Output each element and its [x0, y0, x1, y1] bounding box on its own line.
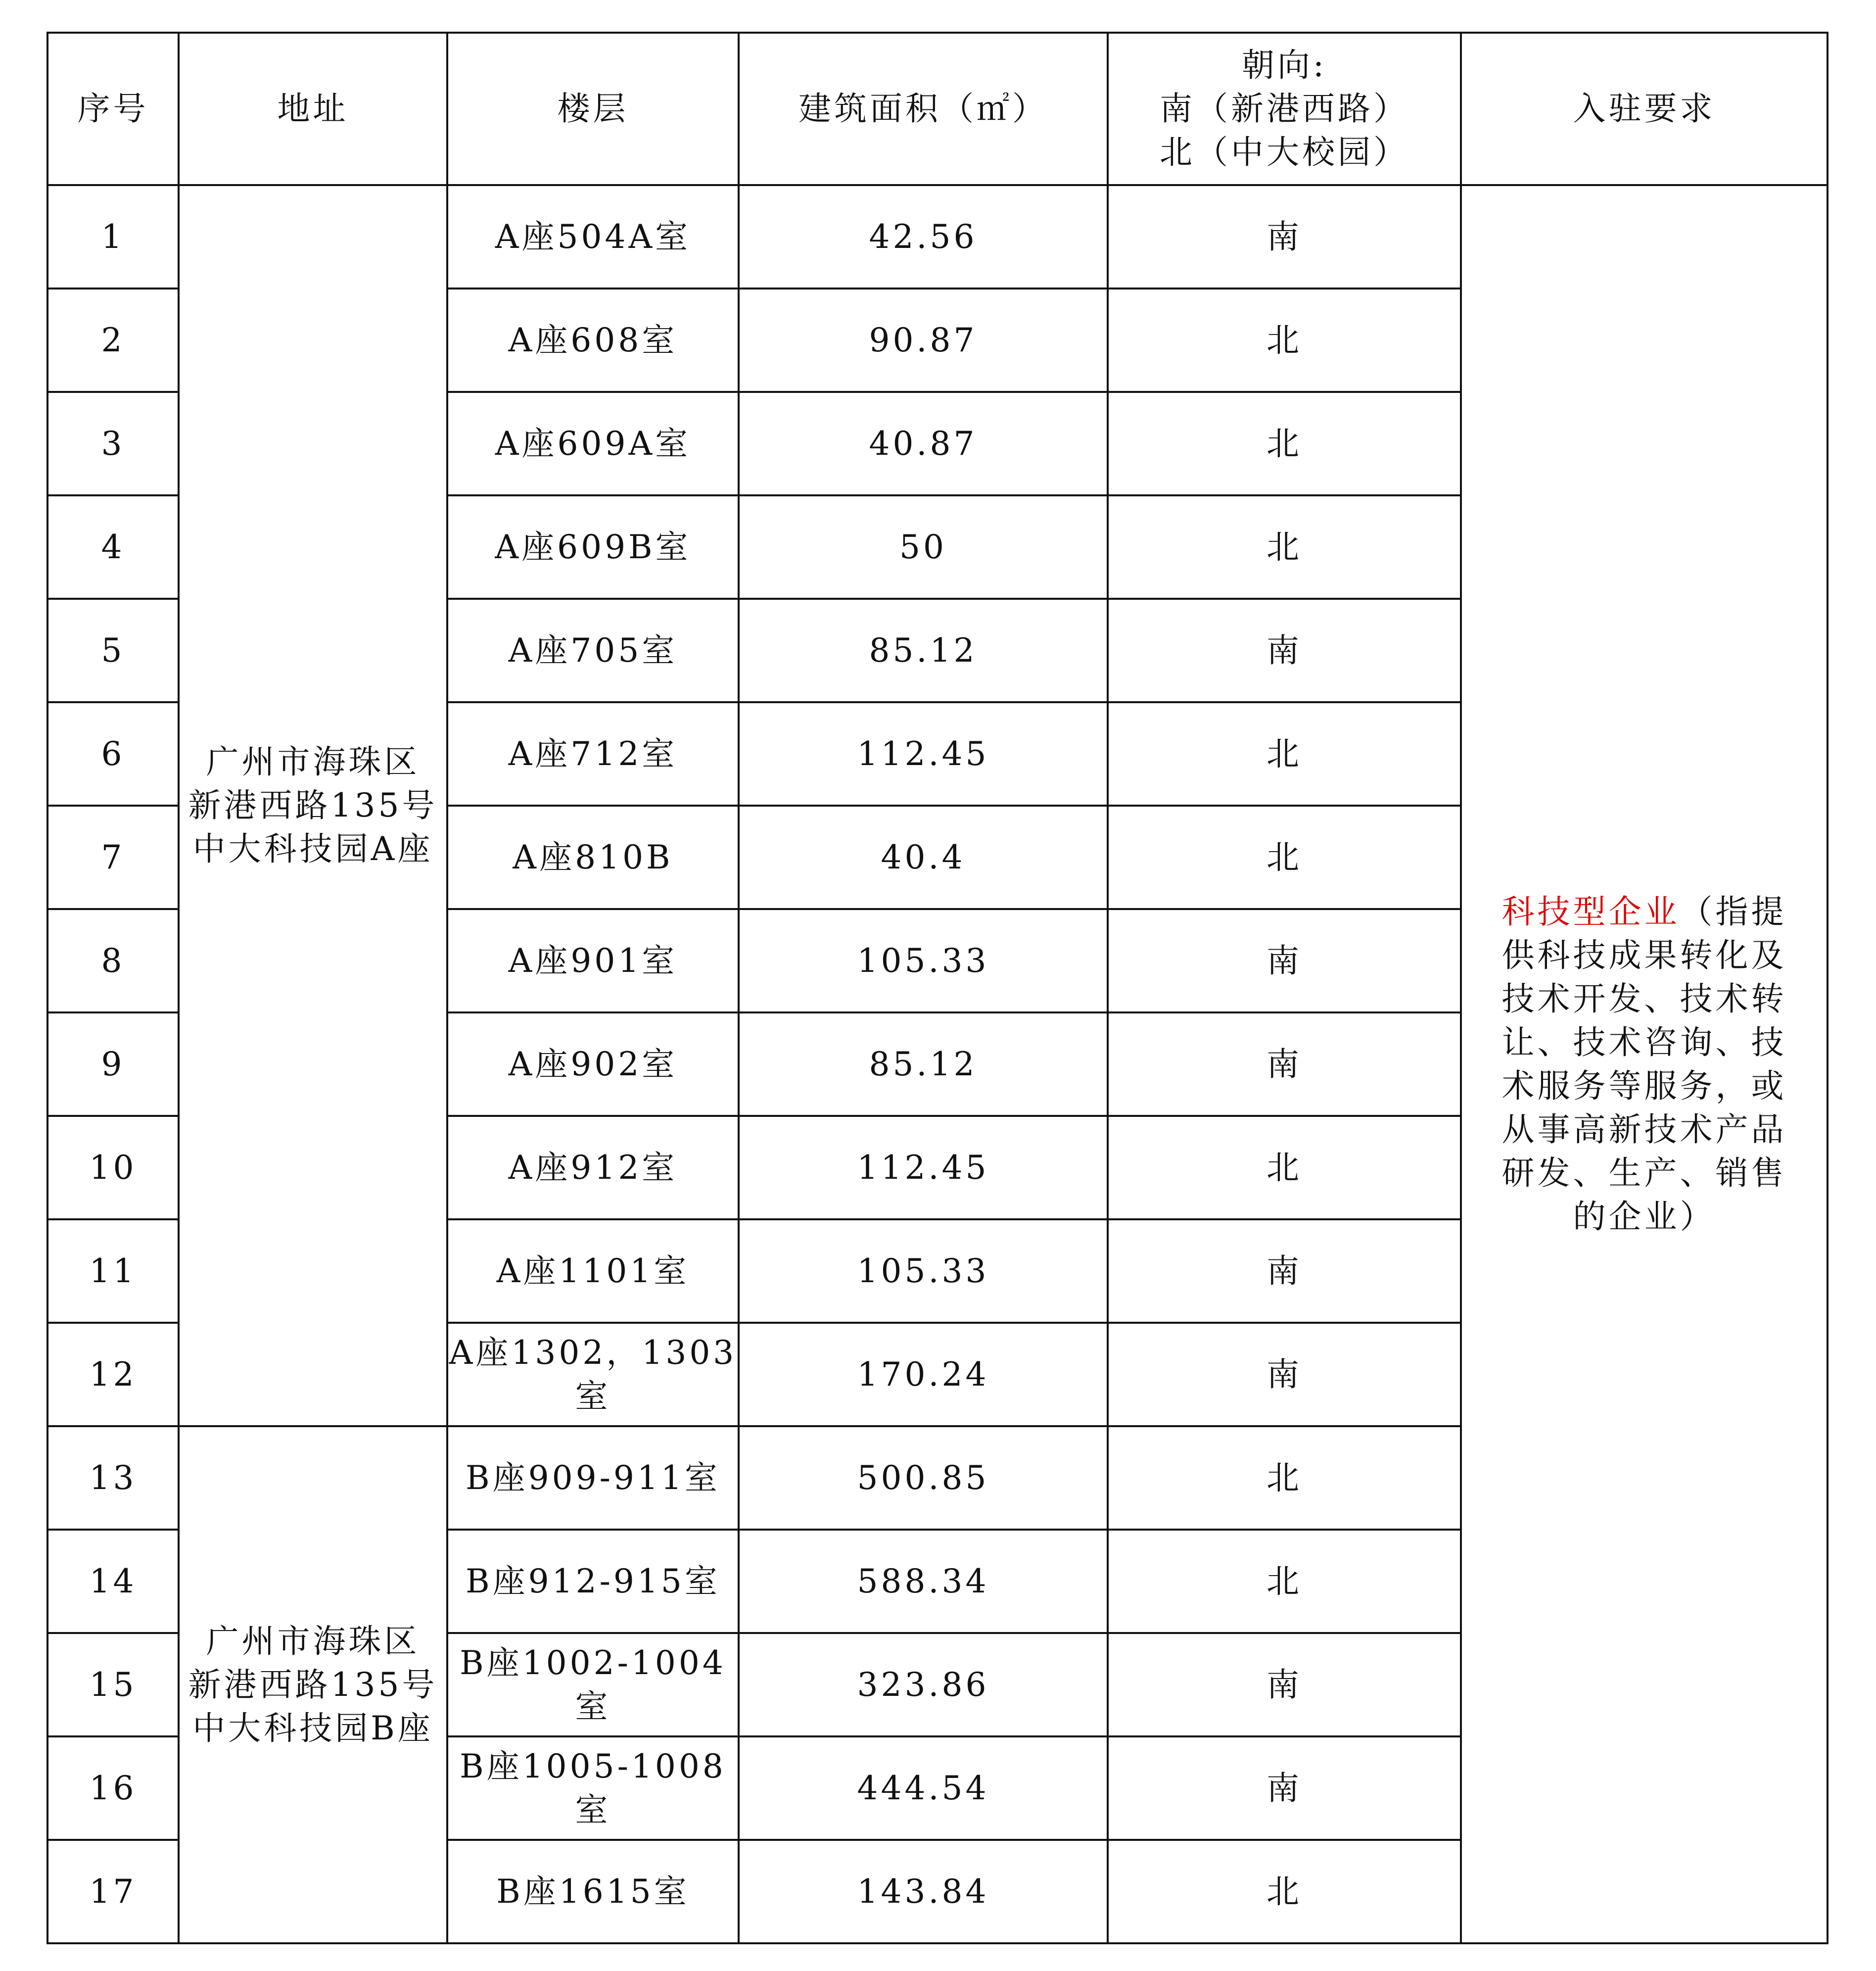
- seq-cell: 14: [47, 1530, 179, 1633]
- area-cell: 42.56: [739, 185, 1108, 288]
- seq-cell: 8: [47, 909, 179, 1012]
- floor-cell: A座609B室: [447, 495, 739, 599]
- area-cell: 105.33: [739, 1219, 1108, 1323]
- orientation-cell: 北: [1108, 1116, 1461, 1219]
- seq-cell: 5: [47, 599, 179, 702]
- requirement-cell: [1461, 185, 1828, 1943]
- address-line1: 广州市海珠区: [206, 743, 420, 781]
- seq-cell: 3: [47, 392, 179, 495]
- area-cell: 112.45: [739, 702, 1108, 806]
- area-cell: 85.12: [739, 599, 1108, 702]
- orientation-cell: 北: [1108, 1840, 1461, 1943]
- address-cell-a-block: [179, 185, 447, 1426]
- orientation-title: 朝向:: [1241, 46, 1327, 84]
- area-cell: 500.85: [739, 1426, 1108, 1530]
- seq-cell: 6: [47, 702, 179, 806]
- area-cell: 112.45: [739, 1116, 1108, 1219]
- seq-cell: 7: [47, 806, 179, 909]
- seq-cell: 15: [47, 1633, 179, 1736]
- seq-cell: 9: [47, 1012, 179, 1116]
- orientation-cell: 北: [1108, 1530, 1461, 1633]
- area-cell: 90.87: [739, 288, 1108, 392]
- requirement-highlight: 科技型企业: [1501, 892, 1680, 931]
- header-row: [47, 33, 1828, 185]
- orientation-cell: 南: [1108, 909, 1461, 1012]
- floor-cell: B座912-915室: [447, 1530, 739, 1633]
- floor-cell: A座902室: [447, 1012, 739, 1116]
- floor-cell: B座1005-1008室: [447, 1736, 739, 1840]
- requirement-description: （指提供科技成果转化及技术开发、技术转让、技术咨询、技术服务等服务，或从事高新技术产品研发、生产、销售的企业）: [1501, 892, 1787, 1236]
- floor-cell: A座705室: [447, 599, 739, 702]
- area-cell: 40.4: [739, 806, 1108, 909]
- orientation-cell: 北: [1108, 288, 1461, 392]
- orientation-cell: 北: [1108, 806, 1461, 909]
- address-line1: 广州市海珠区: [206, 1622, 420, 1660]
- office-listing-table: [47, 32, 1829, 1944]
- header-seq: 序号: [47, 33, 179, 185]
- floor-cell: A座1101室: [447, 1219, 739, 1323]
- area-cell: 588.34: [739, 1530, 1108, 1633]
- area-cell: 323.86: [739, 1633, 1108, 1736]
- area-cell: 105.33: [739, 909, 1108, 1012]
- floor-cell: A座810B: [447, 806, 739, 909]
- table-body: [47, 185, 1828, 1943]
- orientation-cell: 北: [1108, 392, 1461, 495]
- orientation-cell: 南: [1108, 599, 1461, 702]
- address-line3: 中大科技园A座: [192, 830, 433, 868]
- header-address: 地址: [179, 33, 447, 185]
- table-row: [47, 185, 1828, 288]
- orientation-cell: 北: [1108, 702, 1461, 806]
- seq-cell: 10: [47, 1116, 179, 1219]
- floor-cell: B座1002-1004室: [447, 1633, 739, 1736]
- orientation-north: 北（中大校园）: [1160, 133, 1409, 171]
- floor-cell: A座609A室: [447, 392, 739, 495]
- seq-cell: 13: [47, 1426, 179, 1530]
- floor-cell: A座901室: [447, 909, 739, 1012]
- seq-cell: 4: [47, 495, 179, 599]
- seq-cell: 16: [47, 1736, 179, 1840]
- requirement-text-block: [1486, 890, 1803, 1239]
- area-cell: 85.12: [739, 1012, 1108, 1116]
- orientation-cell: 北: [1108, 1426, 1461, 1530]
- header-requirement: 入驻要求: [1461, 33, 1828, 185]
- seq-cell: 17: [47, 1840, 179, 1943]
- orientation-cell: 南: [1108, 1012, 1461, 1116]
- orientation-cell: 北: [1108, 495, 1461, 599]
- floor-cell: B座909-911室: [447, 1426, 739, 1530]
- orientation-cell: 南: [1108, 185, 1461, 288]
- header-floor: 楼层: [447, 33, 739, 185]
- address-line3: 中大科技园B座: [192, 1709, 433, 1747]
- area-cell: 170.24: [739, 1323, 1108, 1426]
- address-line2: 新港西路135号: [188, 1665, 438, 1704]
- seq-cell: 12: [47, 1323, 179, 1426]
- address-cell-b-block: [179, 1426, 447, 1943]
- address-line2: 新港西路135号: [188, 786, 438, 824]
- orientation-cell: 南: [1108, 1323, 1461, 1426]
- header-orientation: [1108, 33, 1461, 185]
- orientation-south: 南（新港西路）: [1160, 90, 1409, 128]
- floor-cell: B座1615室: [447, 1840, 739, 1943]
- orientation-cell: 南: [1108, 1219, 1461, 1323]
- seq-cell: 11: [47, 1219, 179, 1323]
- orientation-cell: 南: [1108, 1736, 1461, 1840]
- floor-cell: A座712室: [447, 702, 739, 806]
- area-cell: 444.54: [739, 1736, 1108, 1840]
- header-area: 建筑面积（㎡）: [739, 33, 1108, 185]
- area-cell: 40.87: [739, 392, 1108, 495]
- floor-cell: A座912室: [447, 1116, 739, 1219]
- seq-cell: 2: [47, 288, 179, 392]
- orientation-cell: 南: [1108, 1633, 1461, 1736]
- floor-cell: A座504A室: [447, 185, 739, 288]
- floor-cell: A座1302，1303室: [447, 1323, 739, 1426]
- area-cell: 143.84: [739, 1840, 1108, 1943]
- seq-cell: 1: [47, 185, 179, 288]
- area-cell: 50: [739, 495, 1108, 599]
- floor-cell: A座608室: [447, 288, 739, 392]
